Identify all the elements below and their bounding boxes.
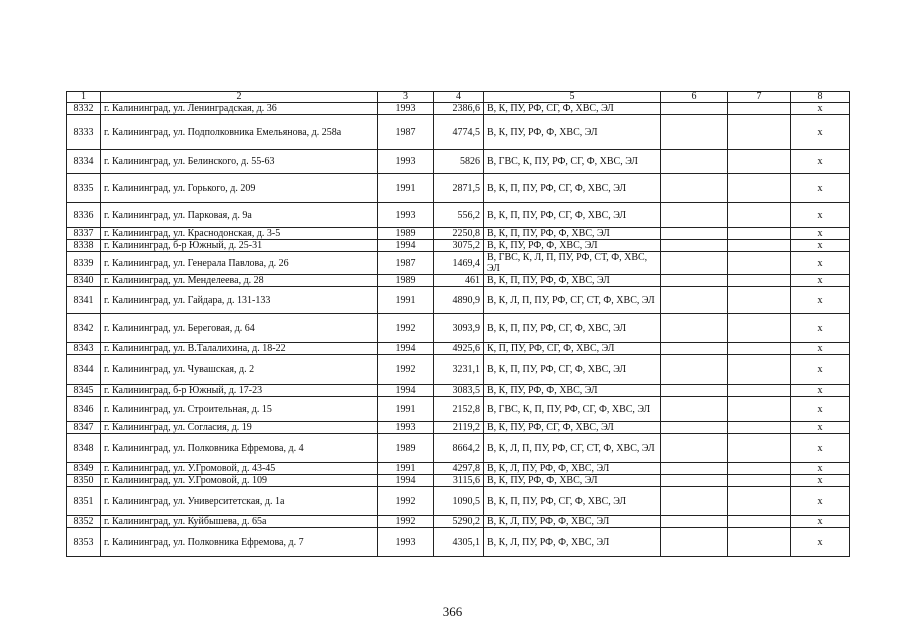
column-8-mark: х bbox=[791, 487, 850, 516]
column-7-value bbox=[728, 343, 791, 355]
row-number: 8340 bbox=[67, 275, 101, 287]
column-6-value bbox=[661, 103, 728, 115]
column-header: 8 bbox=[791, 92, 850, 103]
engineering-systems: В, К, П, ПУ, РФ, СГ, Ф, ХВС, ЭЛ bbox=[484, 487, 661, 516]
floor-area: 4890,9 bbox=[434, 287, 484, 314]
address: г. Калининград, ул. Береговая, д. 64 bbox=[101, 314, 378, 343]
address: г. Калининград, ул. Полковника Ефремова, д. 4 bbox=[101, 434, 378, 463]
floor-area: 3231,1 bbox=[434, 355, 484, 385]
floor-area: 1090,5 bbox=[434, 487, 484, 516]
year-built: 1989 bbox=[378, 434, 434, 463]
column-8-mark: х bbox=[791, 397, 850, 422]
table-row bbox=[67, 528, 850, 557]
address: г. Калининград, ул. Полковника Ефремова, д. 7 bbox=[101, 528, 378, 557]
year-built: 1987 bbox=[378, 252, 434, 275]
column-7-value bbox=[728, 397, 791, 422]
column-6-value bbox=[661, 528, 728, 557]
year-built: 1992 bbox=[378, 355, 434, 385]
engineering-systems: В, К, Л, ПУ, РФ, Ф, ХВС, ЭЛ bbox=[484, 463, 661, 475]
year-built: 1987 bbox=[378, 115, 434, 150]
column-6-value bbox=[661, 343, 728, 355]
table-row bbox=[67, 240, 850, 252]
year-built: 1993 bbox=[378, 528, 434, 557]
engineering-systems: К, П, ПУ, РФ, СГ, Ф, ХВС, ЭЛ bbox=[484, 343, 661, 355]
column-8-mark: х bbox=[791, 463, 850, 475]
floor-area: 3115,6 bbox=[434, 475, 484, 487]
column-7-value bbox=[728, 434, 791, 463]
engineering-systems: В, К, П, ПУ, РФ, СГ, Ф, ХВС, ЭЛ bbox=[484, 355, 661, 385]
column-6-value bbox=[661, 115, 728, 150]
year-built: 1994 bbox=[378, 343, 434, 355]
row-number: 8334 bbox=[67, 150, 101, 174]
column-6-value bbox=[661, 487, 728, 516]
year-built: 1989 bbox=[378, 228, 434, 240]
table-row bbox=[67, 287, 850, 314]
floor-area: 2152,8 bbox=[434, 397, 484, 422]
floor-area: 3093,9 bbox=[434, 314, 484, 343]
address: г. Калининград, ул. В.Талалихина, д. 18-22 bbox=[101, 343, 378, 355]
column-8-mark: х bbox=[791, 150, 850, 174]
table-row bbox=[67, 103, 850, 115]
address: г. Калининград, ул. Чувашская, д. 2 bbox=[101, 355, 378, 385]
year-built: 1991 bbox=[378, 397, 434, 422]
floor-area: 1469,4 bbox=[434, 252, 484, 275]
column-number-header-row bbox=[67, 92, 850, 103]
table-row bbox=[67, 487, 850, 516]
column-8-mark: х bbox=[791, 355, 850, 385]
table-row bbox=[67, 343, 850, 355]
engineering-systems: В, К, Л, ПУ, РФ, Ф, ХВС, ЭЛ bbox=[484, 516, 661, 528]
row-number: 8343 bbox=[67, 343, 101, 355]
column-7-value bbox=[728, 528, 791, 557]
column-6-value bbox=[661, 475, 728, 487]
row-number: 8349 bbox=[67, 463, 101, 475]
column-7-value bbox=[728, 475, 791, 487]
table-row bbox=[67, 275, 850, 287]
column-6-value bbox=[661, 228, 728, 240]
floor-area: 4305,1 bbox=[434, 528, 484, 557]
row-number: 8342 bbox=[67, 314, 101, 343]
column-7-value bbox=[728, 103, 791, 115]
column-6-value bbox=[661, 150, 728, 174]
row-number: 8338 bbox=[67, 240, 101, 252]
column-7-value bbox=[728, 422, 791, 434]
column-6-value bbox=[661, 240, 728, 252]
floor-area: 556,2 bbox=[434, 203, 484, 228]
column-header: 2 bbox=[101, 92, 378, 103]
row-number: 8335 bbox=[67, 174, 101, 203]
address: г. Калининград, ул. Строительная, д. 15 bbox=[101, 397, 378, 422]
row-number: 8333 bbox=[67, 115, 101, 150]
address: г. Калининград, ул. У.Громовой, д. 43-45 bbox=[101, 463, 378, 475]
column-8-mark: х bbox=[791, 314, 850, 343]
address: г. Калининград, ул. Согласия, д. 19 bbox=[101, 422, 378, 434]
address: г. Калининград, ул. Белинского, д. 55-63 bbox=[101, 150, 378, 174]
column-6-value bbox=[661, 516, 728, 528]
row-number: 8337 bbox=[67, 228, 101, 240]
table-row bbox=[67, 150, 850, 174]
column-header: 7 bbox=[728, 92, 791, 103]
column-6-value bbox=[661, 287, 728, 314]
row-number: 8346 bbox=[67, 397, 101, 422]
address: г. Калининград, ул. Гайдара, д. 131-133 bbox=[101, 287, 378, 314]
engineering-systems: В, К, ПУ, РФ, Ф, ХВС, ЭЛ bbox=[484, 475, 661, 487]
column-7-value bbox=[728, 314, 791, 343]
table-row bbox=[67, 228, 850, 240]
column-6-value bbox=[661, 252, 728, 275]
table-row bbox=[67, 314, 850, 343]
floor-area: 4297,8 bbox=[434, 463, 484, 475]
engineering-systems: В, К, П, ПУ, РФ, СГ, Ф, ХВС, ЭЛ bbox=[484, 174, 661, 203]
address: г. Калининград, ул. Горького, д. 209 bbox=[101, 174, 378, 203]
address: г. Калининград, ул. Ленинградская, д. 36 bbox=[101, 103, 378, 115]
engineering-systems: В, ГВС, К, Л, П, ПУ, РФ, СТ, Ф, ХВС, ЭЛ bbox=[484, 252, 661, 275]
table-row bbox=[67, 252, 850, 275]
table-row bbox=[67, 463, 850, 475]
address: г. Калининград, ул. Генерала Павлова, д. 26 bbox=[101, 252, 378, 275]
column-7-value bbox=[728, 287, 791, 314]
year-built: 1992 bbox=[378, 516, 434, 528]
year-built: 1993 bbox=[378, 150, 434, 174]
engineering-systems: В, К, П, ПУ, РФ, Ф, ХВС, ЭЛ bbox=[484, 275, 661, 287]
table-row bbox=[67, 203, 850, 228]
year-built: 1994 bbox=[378, 385, 434, 397]
address: г. Калининград, б-р Южный, д. 25-31 bbox=[101, 240, 378, 252]
row-number: 8351 bbox=[67, 487, 101, 516]
address: г. Калининград, б-р Южный, д. 17-23 bbox=[101, 385, 378, 397]
engineering-systems: В, К, ПУ, РФ, Ф, ХВС, ЭЛ bbox=[484, 240, 661, 252]
column-6-value bbox=[661, 174, 728, 203]
floor-area: 8664,2 bbox=[434, 434, 484, 463]
column-7-value bbox=[728, 275, 791, 287]
column-7-value bbox=[728, 150, 791, 174]
column-8-mark: х bbox=[791, 203, 850, 228]
table-row bbox=[67, 174, 850, 203]
column-7-value bbox=[728, 115, 791, 150]
column-6-value bbox=[661, 434, 728, 463]
engineering-systems: В, К, Л, П, ПУ, РФ, СГ, СТ, Ф, ХВС, ЭЛ bbox=[484, 287, 661, 314]
column-6-value bbox=[661, 314, 728, 343]
floor-area: 5290,2 bbox=[434, 516, 484, 528]
column-7-value bbox=[728, 174, 791, 203]
year-built: 1994 bbox=[378, 240, 434, 252]
column-8-mark: х bbox=[791, 422, 850, 434]
year-built: 1991 bbox=[378, 174, 434, 203]
column-8-mark: х bbox=[791, 240, 850, 252]
year-built: 1991 bbox=[378, 463, 434, 475]
engineering-systems: В, К, ПУ, РФ, СГ, Ф, ХВС, ЭЛ bbox=[484, 103, 661, 115]
address: г. Калининград, ул. У.Громовой, д. 109 bbox=[101, 475, 378, 487]
row-number: 8332 bbox=[67, 103, 101, 115]
column-7-value bbox=[728, 355, 791, 385]
year-built: 1993 bbox=[378, 422, 434, 434]
table-row bbox=[67, 355, 850, 385]
engineering-systems: В, К, ПУ, РФ, СГ, Ф, ХВС, ЭЛ bbox=[484, 422, 661, 434]
engineering-systems: В, К, П, ПУ, РФ, СГ, Ф, ХВС, ЭЛ bbox=[484, 203, 661, 228]
column-8-mark: х bbox=[791, 475, 850, 487]
year-built: 1993 bbox=[378, 203, 434, 228]
column-6-value bbox=[661, 203, 728, 228]
engineering-systems: В, К, Л, П, ПУ, РФ, СГ, СТ, Ф, ХВС, ЭЛ bbox=[484, 434, 661, 463]
row-number: 8352 bbox=[67, 516, 101, 528]
column-8-mark: х bbox=[791, 287, 850, 314]
floor-area: 2386,6 bbox=[434, 103, 484, 115]
engineering-systems: В, ГВС, К, ПУ, РФ, СГ, Ф, ХВС, ЭЛ bbox=[484, 150, 661, 174]
table-row bbox=[67, 115, 850, 150]
floor-area: 2119,2 bbox=[434, 422, 484, 434]
table-row bbox=[67, 434, 850, 463]
column-header: 1 bbox=[67, 92, 101, 103]
column-8-mark: х bbox=[791, 228, 850, 240]
column-header: 5 bbox=[484, 92, 661, 103]
column-8-mark: х bbox=[791, 434, 850, 463]
column-7-value bbox=[728, 463, 791, 475]
table-row bbox=[67, 397, 850, 422]
column-6-value bbox=[661, 385, 728, 397]
column-6-value bbox=[661, 275, 728, 287]
column-7-value bbox=[728, 516, 791, 528]
floor-area: 4774,5 bbox=[434, 115, 484, 150]
engineering-systems: В, К, ПУ, РФ, Ф, ХВС, ЭЛ bbox=[484, 115, 661, 150]
column-7-value bbox=[728, 385, 791, 397]
address: г. Калининград, ул. Парковая, д. 9а bbox=[101, 203, 378, 228]
year-built: 1993 bbox=[378, 103, 434, 115]
address: г. Калининград, ул. Краснодонская, д. 3-5 bbox=[101, 228, 378, 240]
floor-area: 3083,5 bbox=[434, 385, 484, 397]
column-8-mark: х bbox=[791, 174, 850, 203]
address: г. Калининград, ул. Подполковника Емельянова, д. 258а bbox=[101, 115, 378, 150]
column-7-value bbox=[728, 487, 791, 516]
column-header: 3 bbox=[378, 92, 434, 103]
engineering-systems: В, К, П, ПУ, РФ, Ф, ХВС, ЭЛ bbox=[484, 228, 661, 240]
column-8-mark: х bbox=[791, 252, 850, 275]
address: г. Калининград, ул. Куйбышева, д. 65а bbox=[101, 516, 378, 528]
column-8-mark: х bbox=[791, 115, 850, 150]
column-7-value bbox=[728, 252, 791, 275]
floor-area: 461 bbox=[434, 275, 484, 287]
column-8-mark: х bbox=[791, 103, 850, 115]
year-built: 1989 bbox=[378, 275, 434, 287]
engineering-systems: В, К, П, ПУ, РФ, СГ, Ф, ХВС, ЭЛ bbox=[484, 314, 661, 343]
row-number: 8336 bbox=[67, 203, 101, 228]
address: г. Калининград, ул. Менделеева, д. 28 bbox=[101, 275, 378, 287]
year-built: 1991 bbox=[378, 287, 434, 314]
column-header: 6 bbox=[661, 92, 728, 103]
column-header: 4 bbox=[434, 92, 484, 103]
floor-area: 2250,8 bbox=[434, 228, 484, 240]
column-6-value bbox=[661, 422, 728, 434]
register-table bbox=[66, 91, 850, 557]
column-6-value bbox=[661, 355, 728, 385]
row-number: 8339 bbox=[67, 252, 101, 275]
column-7-value bbox=[728, 203, 791, 228]
column-6-value bbox=[661, 463, 728, 475]
floor-area: 2871,5 bbox=[434, 174, 484, 203]
table-row bbox=[67, 475, 850, 487]
row-number: 8353 bbox=[67, 528, 101, 557]
column-6-value bbox=[661, 397, 728, 422]
year-built: 1992 bbox=[378, 487, 434, 516]
column-7-value bbox=[728, 240, 791, 252]
floor-area: 5826 bbox=[434, 150, 484, 174]
address: г. Калининград, ул. Университетская, д. 1а bbox=[101, 487, 378, 516]
row-number: 8341 bbox=[67, 287, 101, 314]
floor-area: 3075,2 bbox=[434, 240, 484, 252]
column-8-mark: х bbox=[791, 385, 850, 397]
table-row bbox=[67, 385, 850, 397]
column-8-mark: х bbox=[791, 528, 850, 557]
engineering-systems: В, ГВС, К, П, ПУ, РФ, СГ, Ф, ХВС, ЭЛ bbox=[484, 397, 661, 422]
column-8-mark: х bbox=[791, 516, 850, 528]
engineering-systems: В, К, Л, ПУ, РФ, Ф, ХВС, ЭЛ bbox=[484, 528, 661, 557]
page-number: 366 bbox=[442, 604, 463, 619]
row-number: 8345 bbox=[67, 385, 101, 397]
year-built: 1992 bbox=[378, 314, 434, 343]
row-number: 8350 bbox=[67, 475, 101, 487]
engineering-systems: В, К, ПУ, РФ, Ф, ХВС, ЭЛ bbox=[484, 385, 661, 397]
column-7-value bbox=[728, 228, 791, 240]
column-8-mark: х bbox=[791, 275, 850, 287]
floor-area: 4925,6 bbox=[434, 343, 484, 355]
row-number: 8347 bbox=[67, 422, 101, 434]
year-built: 1994 bbox=[378, 475, 434, 487]
table-row bbox=[67, 422, 850, 434]
column-8-mark: х bbox=[791, 343, 850, 355]
row-number: 8348 bbox=[67, 434, 101, 463]
table-row bbox=[67, 516, 850, 528]
row-number: 8344 bbox=[67, 355, 101, 385]
